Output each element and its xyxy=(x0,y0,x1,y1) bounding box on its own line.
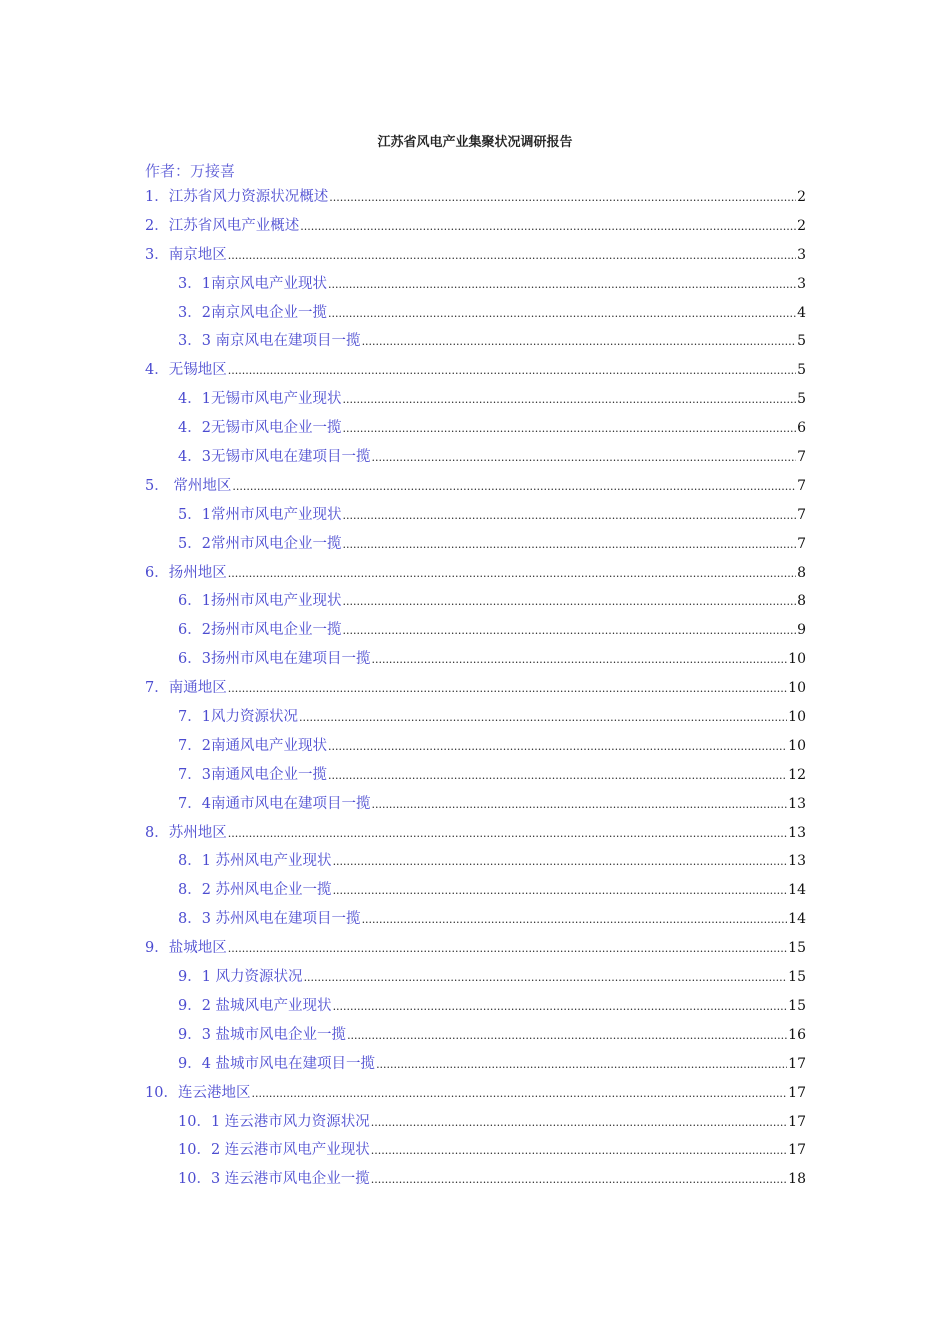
toc-dot-leader xyxy=(232,473,796,502)
toc-page-number: 13 xyxy=(788,853,806,870)
toc-page-number: 14 xyxy=(788,911,806,928)
toc-dot-leader xyxy=(228,820,787,849)
toc-page-number: 5 xyxy=(797,391,806,408)
toc-entry-title[interactable]: 3．1南京风电产业现状 xyxy=(178,275,327,292)
toc-page-number: 2 xyxy=(797,217,806,234)
toc-entry-title[interactable]: 6．扬州地区 xyxy=(145,564,227,581)
toc-entry-title[interactable]: 10．1 连云港市风力资源状况 xyxy=(178,1113,370,1130)
toc-dot-leader xyxy=(371,1109,787,1138)
toc-entry-title[interactable]: 5．2常州市风电企业一揽 xyxy=(178,535,342,552)
toc-page-number: 17 xyxy=(788,1113,806,1130)
toc-dot-leader xyxy=(362,328,797,357)
toc-dot-leader xyxy=(299,704,787,733)
toc-entry[interactable] xyxy=(0,1021,950,1050)
toc-entry-title[interactable]: 3．3 南京风电在建项目一揽 xyxy=(178,333,361,350)
toc-entry[interactable] xyxy=(0,472,950,501)
toc-entry[interactable] xyxy=(0,1136,950,1165)
author-line: 作者：万接喜 xyxy=(145,162,236,180)
toc-page-number: 8 xyxy=(797,593,806,610)
toc-page-number: 9 xyxy=(797,622,806,639)
toc-dot-leader xyxy=(342,386,796,415)
toc-page-number: 7 xyxy=(797,477,806,494)
toc-dot-leader xyxy=(342,617,796,646)
toc-entry[interactable] xyxy=(0,645,950,674)
toc-entry-title[interactable]: 9．3 盐城市风电企业一揽 xyxy=(178,1026,347,1043)
toc-dot-leader xyxy=(342,415,796,444)
toc-page-number: 8 xyxy=(797,564,806,581)
toc-entry-title[interactable]: 7．2南通风电产业现状 xyxy=(178,737,327,754)
toc-entry-title[interactable]: 3．2南京风电企业一揽 xyxy=(178,304,327,321)
toc-entry-title[interactable]: 1．江苏省风力资源状况概述 xyxy=(145,189,329,205)
toc-dot-leader xyxy=(371,1166,787,1195)
toc-entry[interactable] xyxy=(0,356,950,385)
toc-entry[interactable] xyxy=(0,183,950,212)
toc-page-number: 3 xyxy=(797,246,806,263)
toc-entry-title[interactable]: 4．1无锡市风电产业现状 xyxy=(178,391,342,408)
toc-dot-leader xyxy=(371,1137,787,1166)
toc-entry-title[interactable]: 8．3 苏州风电在建项目一揽 xyxy=(178,911,361,928)
toc-entry-title[interactable]: 8．2 苏州风电企业一揽 xyxy=(178,882,332,899)
toc-dot-leader xyxy=(347,1022,787,1051)
toc-entry[interactable] xyxy=(0,1165,950,1194)
toc-dot-leader xyxy=(371,791,787,820)
toc-entry[interactable] xyxy=(0,1050,950,1079)
toc-entry-title[interactable]: 7．1风力资源状况 xyxy=(178,709,298,726)
toc-dot-leader xyxy=(333,848,788,877)
toc-dot-leader xyxy=(329,184,796,213)
toc-entry[interactable] xyxy=(0,674,950,703)
toc-dot-leader xyxy=(300,213,796,242)
toc-page-number: 3 xyxy=(797,275,806,292)
toc-dot-leader xyxy=(371,646,787,675)
toc-dot-leader xyxy=(328,733,787,762)
toc-entry[interactable] xyxy=(0,732,950,761)
toc-page-number: 15 xyxy=(788,969,806,986)
toc-page-number: 7 xyxy=(797,535,806,552)
toc-dot-leader xyxy=(228,560,796,589)
toc-page-number: 4 xyxy=(797,304,806,321)
toc-dot-leader xyxy=(328,762,787,791)
toc-entry-title[interactable]: 10．连云港地区 xyxy=(145,1084,251,1101)
toc-entry[interactable] xyxy=(0,1079,950,1108)
toc-dot-leader xyxy=(228,935,787,964)
toc-entry[interactable] xyxy=(0,905,950,934)
toc-dot-leader xyxy=(342,502,796,531)
toc-page-number: 6 xyxy=(797,420,806,437)
toc-entry-title[interactable]: 9．盐城地区 xyxy=(145,940,227,957)
toc-page-number: 17 xyxy=(788,1055,806,1072)
toc-dot-leader xyxy=(251,1080,787,1109)
toc-entry[interactable] xyxy=(0,703,950,732)
toc-entry[interactable] xyxy=(0,501,950,530)
toc-entry-title[interactable]: 4．2无锡市风电企业一揽 xyxy=(178,420,342,437)
toc-dot-leader xyxy=(371,444,796,473)
toc-dot-leader xyxy=(228,357,796,386)
toc-entry-title[interactable]: 4．无锡地区 xyxy=(145,362,227,379)
toc-dot-leader xyxy=(342,531,796,560)
toc-dot-leader xyxy=(333,877,788,906)
toc-entry-title[interactable]: 6．3扬州市风电在建项目一揽 xyxy=(178,651,371,668)
toc-entry[interactable] xyxy=(0,270,950,299)
toc-dot-leader xyxy=(328,271,796,300)
toc-entry[interactable] xyxy=(0,934,950,963)
toc-entry-title[interactable]: 2．江苏省风电产业概述 xyxy=(145,217,300,234)
toc-entry[interactable] xyxy=(0,559,950,588)
toc-page-number: 15 xyxy=(788,940,806,957)
toc-page-number: 17 xyxy=(788,1084,806,1101)
toc-entry[interactable] xyxy=(0,587,950,616)
toc-page-number: 16 xyxy=(788,1026,806,1043)
toc-page-number: 10 xyxy=(788,680,806,697)
toc-entry[interactable] xyxy=(0,819,950,848)
toc-page-number: 15 xyxy=(788,997,806,1014)
toc-entry[interactable] xyxy=(0,963,950,992)
toc-page-number: 13 xyxy=(788,795,806,812)
toc-dot-leader xyxy=(376,1051,787,1080)
toc-entry[interactable] xyxy=(0,761,950,790)
toc-entry[interactable] xyxy=(0,876,950,905)
toc-entry[interactable] xyxy=(0,790,950,819)
toc-page-number: 10 xyxy=(788,709,806,726)
toc-entry-title[interactable]: 9．2 盐城风电产业现状 xyxy=(178,997,332,1014)
toc-entry[interactable] xyxy=(0,616,950,645)
toc-entry[interactable] xyxy=(0,414,950,443)
toc-entry-title[interactable]: 7．南通地区 xyxy=(145,680,227,697)
toc-entry-title[interactable]: 9．4 盐城市风电在建项目一揽 xyxy=(178,1055,376,1072)
toc-entry[interactable] xyxy=(0,992,950,1021)
toc-page-number: 13 xyxy=(788,824,806,841)
toc-dot-leader xyxy=(328,300,796,329)
toc-page-number: 5 xyxy=(797,333,806,350)
toc-page-number: 2 xyxy=(797,189,806,205)
toc-page-number: 10 xyxy=(788,651,806,668)
toc-entry-title[interactable]: 7．4南通市风电在建项目一揽 xyxy=(178,795,371,812)
toc-page-number: 17 xyxy=(788,1142,806,1159)
toc-page-number: 10 xyxy=(788,737,806,754)
toc-entry-title[interactable]: 7．3南通风电企业一揽 xyxy=(178,766,327,783)
toc-page-number: 7 xyxy=(797,449,806,466)
toc-dot-leader xyxy=(362,906,788,935)
document-title: 江苏省风电产业集聚状况调研报告 xyxy=(377,135,573,150)
toc-page-number: 7 xyxy=(797,506,806,523)
toc-dot-leader xyxy=(342,588,796,617)
toc-page-number: 18 xyxy=(788,1171,806,1188)
toc-entry-title[interactable]: 6．2扬州市风电企业一揽 xyxy=(178,622,342,639)
toc-entry-title[interactable]: 4．3无锡市风电在建项目一揽 xyxy=(178,449,371,466)
toc-entry[interactable] xyxy=(0,1108,950,1137)
toc-dot-leader xyxy=(228,675,787,704)
toc-entry-title[interactable]: 10．3 连云港市风电企业一揽 xyxy=(178,1171,370,1188)
toc-entry-title[interactable]: 9．1 风力资源状况 xyxy=(178,969,303,986)
toc-entry[interactable] xyxy=(0,847,950,876)
table-of-contents xyxy=(0,183,950,1194)
toc-entry-title[interactable]: 6．1扬州市风电产业现状 xyxy=(178,593,342,610)
toc-entry[interactable] xyxy=(0,212,950,241)
toc-entry[interactable] xyxy=(0,241,950,270)
toc-entry[interactable] xyxy=(0,385,950,414)
toc-entry[interactable] xyxy=(0,299,950,328)
toc-page-number: 12 xyxy=(788,766,806,783)
toc-entry[interactable] xyxy=(0,327,950,356)
toc-entry-title[interactable]: 8．苏州地区 xyxy=(145,824,227,841)
toc-entry-title[interactable]: 3．南京地区 xyxy=(145,246,227,263)
toc-entry[interactable] xyxy=(0,530,950,559)
toc-entry-title[interactable]: 10．2 连云港市风电产业现状 xyxy=(178,1142,370,1159)
toc-entry[interactable] xyxy=(0,443,950,472)
toc-page-number: 14 xyxy=(788,882,806,899)
toc-entry-title[interactable]: 5． 常州地区 xyxy=(145,477,232,494)
toc-page-number: 5 xyxy=(797,362,806,379)
toc-dot-leader xyxy=(304,964,788,993)
toc-dot-leader xyxy=(333,993,788,1022)
toc-dot-leader xyxy=(228,242,796,271)
toc-entry-title[interactable]: 8．1 苏州风电产业现状 xyxy=(178,853,332,870)
toc-entry-title[interactable]: 5．1常州市风电产业现状 xyxy=(178,506,342,523)
